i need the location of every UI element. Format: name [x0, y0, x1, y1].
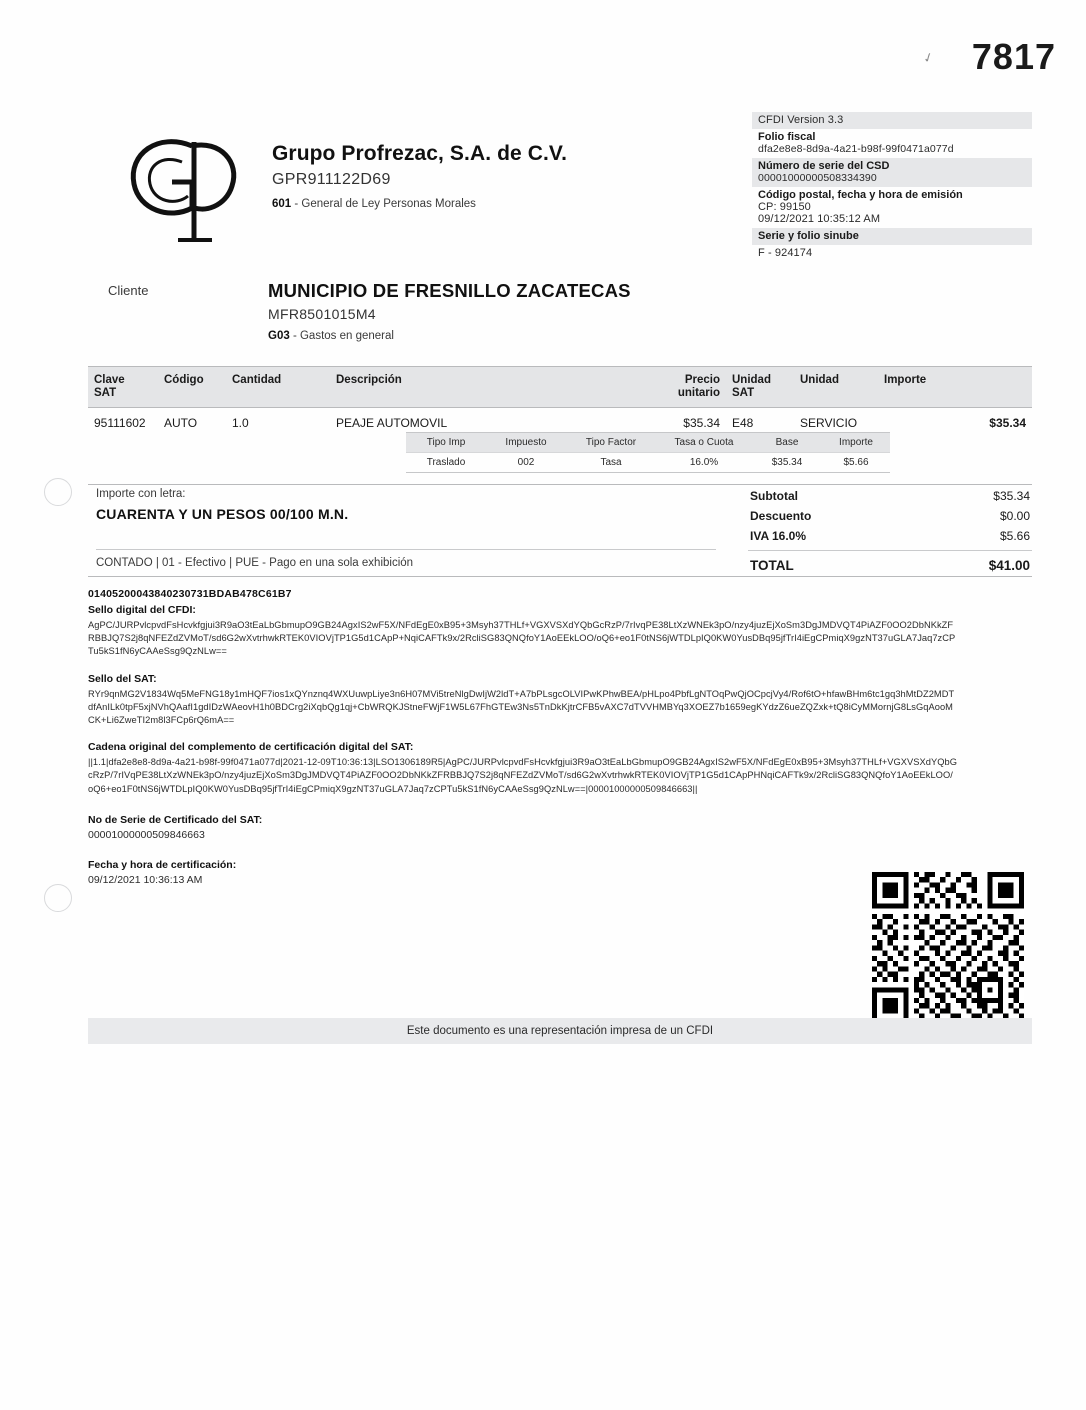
serie-csd-value: 00001000000508334390	[758, 172, 877, 184]
client-rfc: MFR8501015M4	[268, 306, 376, 322]
cert-date-value: 09/12/2021 10:36:13 AM	[88, 873, 203, 886]
cell-precio-unitario: $35.34	[683, 416, 720, 431]
cp-fecha-row	[752, 187, 1032, 228]
header-clave-sat-line1: Clave	[94, 374, 125, 386]
subtotal-label: Subtotal	[750, 489, 798, 503]
client-use-label: - Gastos en general	[292, 330, 394, 342]
footer-note: Este documento es una representación impresa de un CFDI	[88, 1018, 1032, 1044]
emitter-name: Grupo Profrezac, S.A. de C.V.	[272, 142, 568, 165]
total-row-descuento	[748, 506, 1032, 526]
cell-tax-importe: $5.66	[843, 457, 869, 468]
serie-csd-label: Número de serie del CSD	[758, 160, 890, 172]
header-unidad-sat	[726, 367, 794, 407]
folio-fiscal-row	[752, 129, 1032, 158]
cfdi-version: CFDI Version 3.3	[758, 114, 844, 126]
header-unidad-sat-line2: SAT	[732, 387, 755, 400]
cell-descripcion: PEAJE AUTOMOVIL	[336, 416, 448, 431]
cell-importe: $35.34	[989, 416, 1026, 431]
payment-method-line: CONTADO | 01 - Efectivo | PUE - Pago en una sola exhibición	[96, 549, 716, 569]
amount-in-words-label: Importe con letra:	[96, 488, 186, 500]
emitter-rfc: GPR911122D69	[272, 171, 391, 188]
emitter-block	[272, 142, 702, 210]
folio-fiscal-label: Folio fiscal	[758, 131, 816, 143]
cfdi-seal-title: Sello digital del CFDI:	[88, 604, 196, 616]
emitter-regime-code: 601	[272, 198, 292, 210]
amount-in-words-value: CUARENTA Y UN PESOS 00/100 M.N.	[96, 506, 349, 522]
internal-code: 01405200043840230731BDAB478C61B7	[88, 588, 292, 600]
header-tipo-imp: Tipo Imp	[426, 437, 466, 448]
cfdi-seal-block	[88, 604, 958, 659]
iva-label: IVA 16.0%	[750, 529, 807, 543]
client-use-code: G03	[268, 330, 290, 342]
header-precio-line2: unitario	[677, 387, 720, 400]
header-cantidad: Cantidad	[232, 374, 282, 386]
cert-date-title: Fecha y hora de certificación:	[88, 858, 237, 871]
totals-block	[748, 486, 1032, 576]
company-logo	[120, 122, 250, 252]
client-label: Cliente	[108, 283, 149, 298]
sat-seal-value: RYr9qnMG2V1834Wq5MeFNG18y1mHQF7ios1xQYnznq4WXUuwpLiye3n6H07MVi5treNlgDwIjW2ldT+A7bPLsgcOLVIPwKPhwBEA/pHLpo4PbfLgNTOqPwQjOCpcjVy4/Rof6tO+hfawBHm6tc1gq3hMtDZ2MDTdfAnILk0tpF5xjNVhQAafI1gdIDzWAeovH1h0BDCrg2iXqbQg1qj+CbWRQKJStneFWjF1W5L67FhGTEw3Ns5TnDkKjtrCFB5vAXC7dTVVHMBYq3XOEZ7b1659egKYdzZ6ueZQZxk+tQ8iCyMMornjG8LsGqAooMCK+Li6ZweTI2m8l3FCp6rQ6mA==	[88, 688, 955, 725]
amount-in-words	[96, 488, 616, 522]
client-block	[268, 280, 728, 342]
cell-tipo-imp: Traslado	[426, 457, 466, 468]
cell-tipo-factor: Tasa	[600, 457, 622, 468]
cfdi-info-box	[752, 112, 1032, 262]
header-descripcion: Descripción	[336, 374, 402, 386]
seals-section	[88, 588, 958, 886]
cert-serial-block	[88, 814, 958, 841]
cfdi-version-row	[752, 112, 1032, 129]
iva-value: $5.66	[999, 529, 1030, 543]
descuento-value: $0.00	[999, 509, 1030, 523]
cert-serial-title: No de Serie de Certificado del SAT:	[88, 813, 263, 826]
serie-folio-value-row	[752, 245, 1032, 262]
serie-folio-label: Serie y folio sinube	[758, 230, 859, 242]
qr-code	[872, 872, 1024, 1024]
cell-unidad: SERVICIO	[800, 416, 858, 431]
cert-serial-value: 00001000000509846663	[88, 828, 205, 841]
sat-seal-block	[88, 673, 958, 728]
taxes-table-row	[406, 452, 890, 473]
cp-value: CP: 99150	[758, 201, 811, 213]
serie-folio-row	[752, 228, 1032, 245]
totals-divider	[88, 484, 1032, 485]
header-clave-sat-line2: SAT	[94, 387, 117, 400]
total-row-iva	[748, 526, 1032, 546]
total-row-subtotal	[748, 486, 1032, 506]
header-unidad: Unidad	[800, 374, 839, 386]
header-impuesto: Impuesto	[505, 437, 547, 448]
cell-codigo: AUTO	[164, 416, 198, 431]
header-clave-sat	[88, 367, 158, 407]
client-name: MUNICIPIO DE FRESNILLO ZACATECAS	[268, 280, 631, 301]
original-chain-title: Cadena original del complemento de certificación digital del SAT:	[88, 741, 414, 754]
total-row-grand	[748, 550, 1032, 576]
cell-cantidad: 1.0	[232, 416, 249, 431]
client-cfdi-use	[268, 330, 728, 342]
header-importe: Importe	[884, 374, 927, 386]
header-unidad-sat-line1: Unidad	[732, 374, 771, 386]
cert-date-block	[88, 859, 958, 886]
cp-fecha-label: Código postal, fecha y hora de emisión	[758, 189, 963, 201]
taxes-table-header	[406, 432, 890, 452]
header-precio-unitario	[630, 367, 726, 407]
fecha-emision-value: 09/12/2021 10:35:12 AM	[758, 213, 881, 225]
header-tipo-factor: Tipo Factor	[585, 437, 637, 448]
concepts-table	[88, 366, 1032, 436]
cfdi-seal-value: AgPC/JURPvlcpvdFsHcvkfgjui3R9aO3tEaLbGbmupO9GB24AgxIS2wF5X/NFdEgE0xB95+3Msyh37THLf+VGXVSXdYQbGcRzP/7rIvqPE38LtXzWNEk3pO/nzy4juzEjXoSm3DgJMDVQT4PiAZF0OO2DbNKkZFRBBJQ7S2j8qNFEZdZVMoT/sd6G2wXvtrhwkRTEK0VIOVjTP1G5d1CApP+NqiCAFTk9x/2RcliSG83QNQfoY1AoEEkLOO/oQ6+eo1F0tNS6jWTDLpIQ0KW0YusDBq95jfTrI4iEgCPmiqX9gzNT37uGLA7Jaq7zCPTu5kS1fN6yCAAeSsg9QzNLw==	[88, 620, 956, 657]
punch-hole-top	[44, 478, 72, 506]
cell-base: $35.34	[771, 457, 803, 468]
original-chain-block	[88, 741, 958, 796]
handwritten-mark: ✓	[920, 48, 937, 67]
cell-unidad-sat: E48	[732, 416, 754, 431]
header-base: Base	[775, 437, 799, 448]
cell-impuesto: 002	[517, 457, 535, 468]
total-value: $41.00	[988, 558, 1030, 573]
subtotal-value: $35.34	[993, 489, 1030, 503]
original-chain-value: ||1.1|dfa2e8e8-8d9a-4a21-b98f-99f0471a077d|2021-12-09T10:36:13|LSO1306189R5|AgPC/JURPvlcpvdFsHcvkfgjui3R9aO3tEaLbGbmupO9GB24AgxIS2wF5X/NFdEgE0xB95+3Msyh37THLf+VGXVSXdYQbGcRzP/7rIVqPE38LtXzWNEk3pO/nzy4juzEjXoSm3DgJMDVQT4PiAZF0OO2DbNKkZFRBBJQ7S2j8qNFEZdZVMoT/sd6G2wXvtrhwkRTEK0VIOVjTP1G5d1CApPHNqiCAFTk9x/2RcliSG83QNQfoY1AoEEkLOO/oQ6+eo1F0tNS6jWTDLpIQ0KW0YusDBq95jfTrI4iEgCPmiqX9gzNT37uGLA7Jaq7zCPTu5kS1fN6yCAAeSsg9QzNLw==|00001000000509846663||	[88, 757, 958, 794]
sat-seal-title: Sello del SAT:	[88, 672, 157, 685]
emitter-regime	[272, 198, 702, 210]
total-label: TOTAL	[750, 558, 794, 573]
header-codigo: Código	[164, 374, 204, 386]
section-divider	[88, 576, 1032, 577]
cell-clave-sat: 95111602	[94, 416, 146, 431]
folio-fiscal-value: dfa2e8e8-8d9a-4a21-b98f-99f0471a077d	[758, 143, 954, 155]
cell-tasa-cuota: 16.0%	[689, 457, 719, 468]
header-tasa-cuota: Tasa o Cuota	[674, 437, 734, 448]
serie-csd-row	[752, 158, 1032, 187]
emitter-regime-label: - General de Ley Personas Morales	[294, 198, 476, 210]
header-precio-line1: Precio	[684, 374, 720, 386]
concepts-table-header	[88, 366, 1032, 408]
punch-hole-bottom	[44, 884, 72, 912]
serie-folio-value: F - 924174	[758, 247, 813, 259]
taxes-table	[406, 432, 890, 473]
header-tax-importe: Importe	[839, 437, 873, 448]
descuento-label: Descuento	[750, 509, 812, 523]
document-number: 7817	[971, 36, 1056, 77]
